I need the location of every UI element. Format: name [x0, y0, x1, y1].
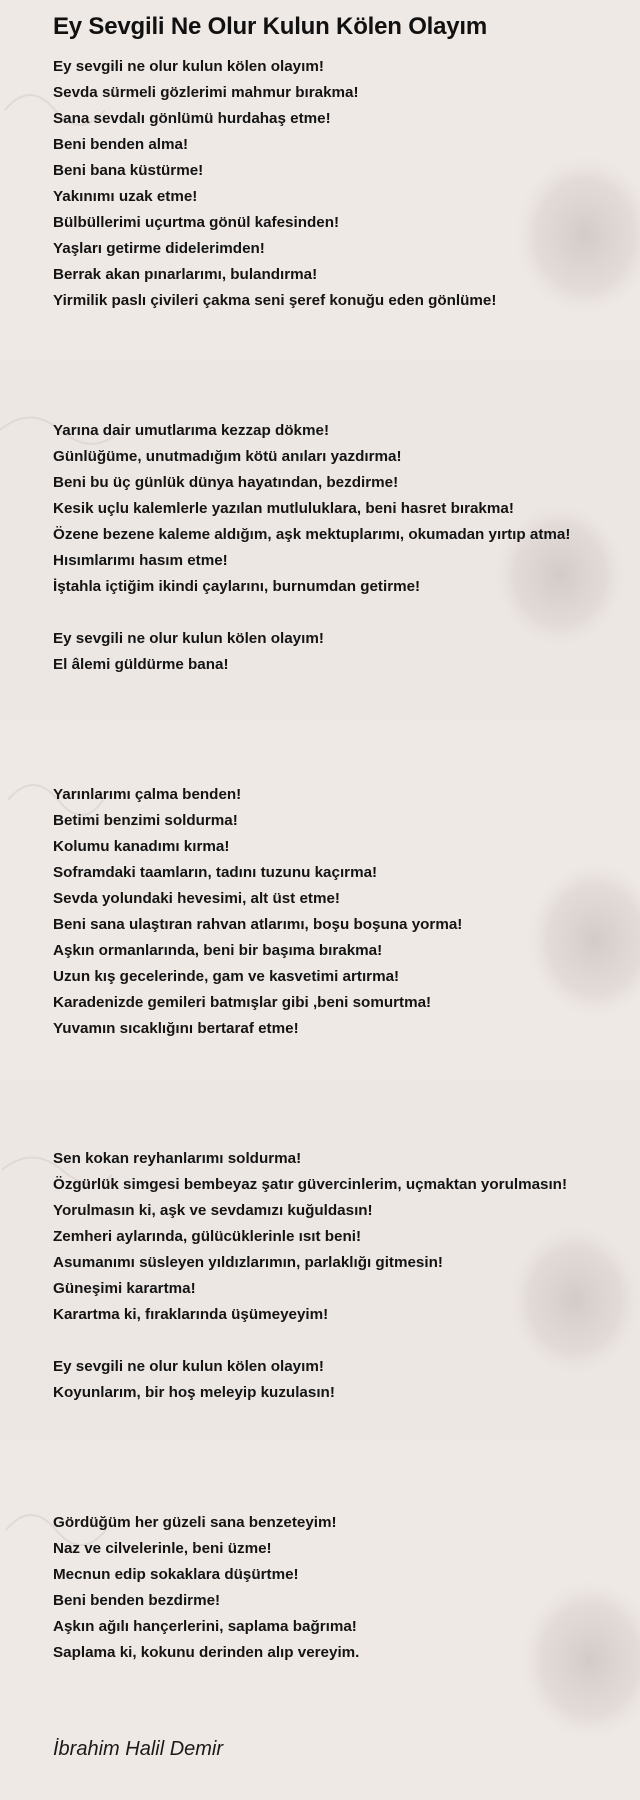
poem-line: Sana sevdalı gönlümü hurdahaş etme! — [53, 110, 331, 127]
poem-line: Beni benden bezdirme! — [53, 1592, 221, 1609]
poem-title: Ey Sevgili Ne Olur Kulun Kölen Olayım — [53, 13, 488, 40]
poem-line: Gördüğüm her güzeli sana benzeteyim! — [53, 1514, 337, 1531]
poem-line: Karartma ki, fıraklarında üşümeyeyim! — [53, 1306, 329, 1323]
poem-line: Aşkın ağılı hançerlerini, saplama bağrıma! — [53, 1618, 357, 1635]
poem-line: Yarına dair umutlarıma kezzap dökme! — [53, 422, 329, 439]
poem-line: İştahla içtiğim ikindi çaylarını, burnumdan getirme! — [53, 578, 421, 595]
poem-line: Zemheri aylarında, gülücüklerinle ısıt beni! — [53, 1228, 362, 1245]
poem-lines — [53, 54, 638, 1666]
stanza-gap — [53, 1328, 638, 1354]
stanza-gap — [53, 1432, 638, 1458]
poem-line: Kolumu kanadımı kırma! — [53, 838, 230, 855]
poem-line: Sen kokan reyhanlarımı soldurma! — [53, 1150, 302, 1167]
poem-line: Beni bu üç günlük dünya hayatından, bezdirme! — [53, 474, 399, 491]
poem-line: Yarınlarımı çalma benden! — [53, 786, 242, 803]
poem-body — [53, 12, 638, 1666]
stanza-gap — [53, 366, 638, 392]
poem-line: Beni sana ulaştıran rahvan atlarımı, boşu boşuna yorma! — [53, 916, 463, 933]
poem-line: Yakınımı uzak etme! — [53, 188, 198, 205]
poem-line: Yuvamın sıcaklığını bertaraf etme! — [53, 1020, 299, 1037]
poem-line: Koyunlarım, bir hoş meleyip kuzulasın! — [53, 1384, 335, 1401]
poem-line: Beni benden alma! — [53, 136, 189, 153]
poem-line: Güneşimi karartma! — [53, 1280, 196, 1297]
poem-line: Saplama ki, kokunu derinden alıp vereyim. — [53, 1644, 360, 1661]
poem-line: Özgürlük simgesi bembeyaz şatır güvercinlerim, uçmaktan yorulmasın! — [53, 1176, 568, 1193]
poem-line: Asumanımı süsleyen yıldızlarımın, parlaklığı gitmesin! — [53, 1254, 443, 1271]
stanza-gap — [53, 392, 638, 418]
poem-line: Hısımlarımı hasım etme! — [53, 552, 228, 569]
stanza-gap — [53, 1406, 638, 1432]
stanza-gap — [53, 1484, 638, 1510]
poem-line: Günlüğüme, unutmadığım kötü anıları yazdırma! — [53, 448, 402, 465]
poem-line: Kesik uçlu kalemlerle yazılan mutluluklara, beni hasret bırakma! — [53, 500, 514, 517]
poem-line: Ey sevgili ne olur kulun kölen olayım! — [53, 58, 324, 75]
stanza-gap — [53, 756, 638, 782]
stanza-gap — [53, 1120, 638, 1146]
stanza-gap — [53, 340, 638, 366]
stanza-gap — [53, 600, 638, 626]
stanza-gap — [53, 1068, 638, 1094]
stanza-gap — [53, 704, 638, 730]
poem-line: Yaşları getirme didelerimden! — [53, 240, 265, 257]
stanza-gap — [53, 314, 638, 340]
poem-author: İbrahim Halil Demir — [53, 1738, 224, 1760]
poem-line: Betimi benzimi soldurma! — [53, 812, 238, 829]
poem-line: Soframdaki taamların, tadını tuzunu kaçırma! — [53, 864, 378, 881]
poem-line: Mecnun edip sokaklara düşürtme! — [53, 1566, 299, 1583]
poem-line: Ey sevgili ne olur kulun kölen olayım! — [53, 1358, 324, 1375]
stanza-gap — [53, 1042, 638, 1068]
poem-line: El âlemi güldürme bana! — [53, 656, 229, 673]
poem-line: Aşkın ormanlarında, beni bir başıma bırakma! — [53, 942, 383, 959]
poem-line: Naz ve cilvelerinle, beni üzme! — [53, 1540, 272, 1557]
poem-line: Sevda sürmeli gözlerimi mahmur bırakma! — [53, 84, 359, 101]
poem-line: Sevda yolundaki hevesimi, alt üst etme! — [53, 890, 340, 907]
poem-line: Yirmilik paslı çivileri çakma seni şeref konuğu eden gönlüme! — [53, 292, 497, 309]
stanza-gap — [53, 1458, 638, 1484]
poem-line: Karadenizde gemileri batmışlar gibi ,beni somurtma! — [53, 994, 432, 1011]
stanza-gap — [53, 678, 638, 704]
poem-line: Yorulmasın ki, aşk ve sevdamızı kuğuldasın! — [53, 1202, 373, 1219]
poem-line: Ey sevgili ne olur kulun kölen olayım! — [53, 630, 324, 647]
poem-line: Berrak akan pınarlarımı, bulandırma! — [53, 266, 318, 283]
poem-line: Bülbüllerimi uçurtma gönül kafesinden! — [53, 214, 340, 231]
poem-line: Özene bezene kaleme aldığım, aşk mektuplarımı, okumadan yırtıp atma! — [53, 526, 571, 543]
stanza-gap — [53, 1094, 638, 1120]
poem-line: Beni bana küstürme! — [53, 162, 204, 179]
poem-line: Uzun kış gecelerinde, gam ve kasvetimi artırma! — [53, 968, 400, 985]
stanza-gap — [53, 730, 638, 756]
